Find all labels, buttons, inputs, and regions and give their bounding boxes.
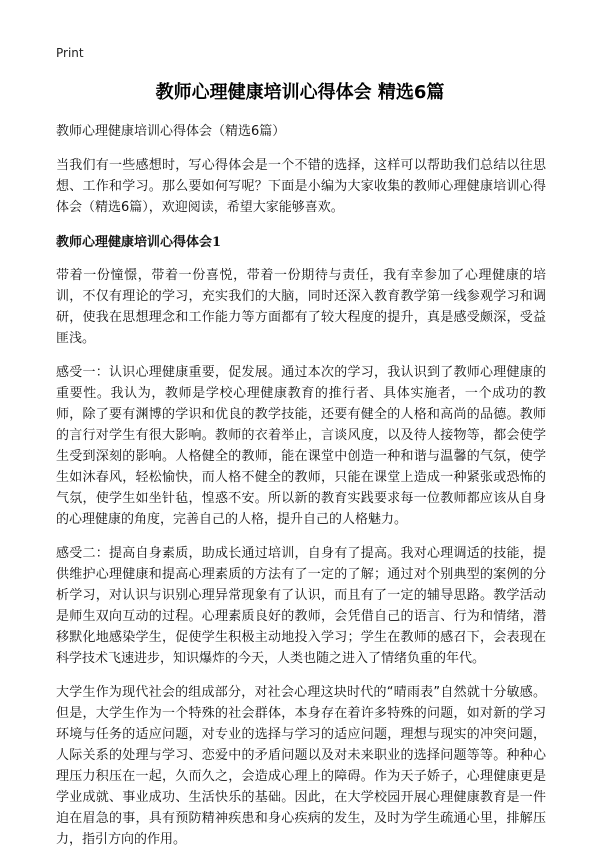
subtitle: 教师心理健康培训心得体会（精选6篇）	[56, 124, 286, 139]
paragraph: 带着一份憧憬，带着一份喜悦，带着一份期待与责任，我有幸参加了心理健康的培训，不仅有理论的学习，充实我们的大脑，同时还深入教育教学第一线参观学习和调研，使我在思想理念和工作能力等方面都有了较大程度的提升，真是感受颇深，受益匪浅。	[56, 268, 546, 346]
paragraph: 感受二：提高自身素质，助成长通过培训，自身有了提高。我对心理调适的技能，提供维护心理健康和提高心理素质的方法有了一定的了解；通过对个别典型的案例的分析学习，对认识与识别心理异常现象有了认识，而且有了一定的辅导思路。教学活动是师生双向互动的过程。心理素质良好的教师，会凭借自己的语言、行为和情绪，潜移默化地感染学生，促使学生积极主动地投入学习；学生在教师的感召下，会表现在科学技术飞速进步，知识爆炸的今天，人类也随之进入了情绪负重的年代。	[56, 546, 546, 666]
paragraph: 感受一：认识心理健康重要，促发展。通过本次的学习，我认识到了教师心理健康的重要性。我认为，教师是学校心理健康教育的推行者、具体实施者，一个成功的教师，除了要有渊博的学识和优良的教学技能，还要有健全的人格和高尚的品德。教师的言行对学生有很大影响。教师的衣着举止，言谈风度，以及待人接物等，都会使学生受到深刻的影响。人格健全的教师，能在课堂中创造一种和谐与温馨的气氛，使学生如沐春风，轻松愉快，而人格不健全的教师，只能在课堂上造成一种紧张或恐怖的气氛，使学生如坐针毡，惶惑不安。所以新的教育实践要求每一位教师都应该从自身的心理健康的角度，完善自己的人格，提升自己的人格魅力。	[56, 365, 546, 527]
intro-paragraph: 当我们有一些感想时，写心得体会是一个不错的选择，这样可以帮助我们总结以往思想、工作和学习。那么要如何写呢？下面是小编为大家收集的教师心理健康培训心得体会（精选6篇），欢迎阅读，希望大家能够喜欢。	[56, 158, 546, 215]
paragraph: 大学生作为现代社会的组成部分，对社会心理这块时代的“晴雨表”自然就十分敏感。但是，大学生作为一个特殊的社会群体，本身存在着许多特殊的问题，如对新的学习环境与任务的适应问题，对专业的选择与学习的适应问题，理想与现实的冲突问题，人际关系的处理与学习、恋爱中的矛盾问题以及对未来职业的选择问题等等。种种心理压力积压在一起，久而久之，会造成心理上的障碍。作为天子娇子，心理健康更是学业成就、事业成功、生活快乐的基础。因此，在大学校园开展心理健康教育是一件迫在眉急的事，具有预防精神疾患和身心疾病的发生，及时为学生疏通心里，排解压力，指引方向的作用。	[56, 685, 546, 847]
section-heading: 教师心理健康培训心得体会1	[56, 235, 222, 250]
page-title: 教师心理健康培训心得体会 精选6篇	[155, 82, 445, 103]
article-body	[56, 121, 546, 863]
print-link[interactable]: Print	[56, 46, 84, 60]
